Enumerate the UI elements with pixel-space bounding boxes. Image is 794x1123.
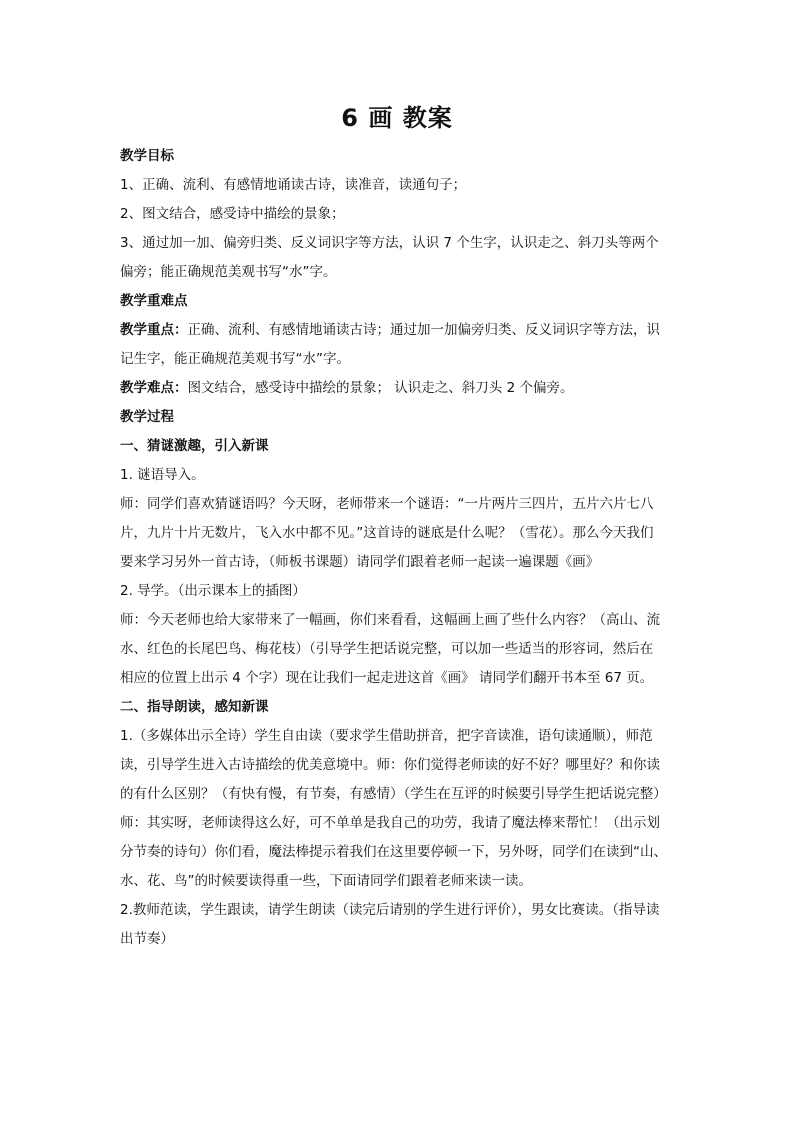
paragraph-line: 师：同学们喜欢猜谜语吗？今天呀，老师带来一个谜语：“一片两片三四片，五片六片七八 <box>120 496 654 512</box>
paragraph-line: 相应的位置上出示 4 个字）现在让我们一起走进这首《画》 请同学们翻开书本至 67 页。 <box>120 670 654 686</box>
paragraph-line: 2.教师范读，学生跟读，请学生朗读（读完后请别的学生进行评价），男女比赛读。（指导读 <box>120 902 660 918</box>
heading-teaching-goals: 教学目标 <box>120 148 174 164</box>
paragraph-line: 读，引导学生进入古诗描绘的优美意境中。师：你们觉得老师读的好不好？哪里好？和你读 <box>120 757 660 773</box>
paragraph-line: 水、花、鸟”的时候要读得重一些，下面请同学们跟着老师来读一读。 <box>120 873 532 889</box>
paragraph-line: 出节奏） <box>120 931 174 947</box>
label-difficult-point: 教学难点： <box>120 380 188 396</box>
paragraph-line <box>120 374 676 403</box>
paragraph-line: 1、正确、流利、有感情地诵读古诗，读准音，读通句子； <box>120 177 467 193</box>
paragraph-line: 3、通过加一加、偏旁归类、反义词识字等方法，认识 7 个生字，认识走之、斜刀头等两个 <box>120 235 659 251</box>
paragraph-line: 1.（多媒体出示全诗）学生自由读（要求学生借助拼音，把字音读准，语句读通顺），师范 <box>120 728 653 744</box>
paragraph-line: 要来学习另外一首古诗，（师板书课题）请同学们跟着老师一起读一遍课题《画》 <box>120 554 600 570</box>
paragraph-line: 片，九片十片无数片，飞入水中都不见。”这首诗的谜底是什么呢？（雪花）。那么今天我们 <box>120 525 654 541</box>
label-key-point: 教学重点： <box>120 322 188 338</box>
section-heading: 一、猜谜激趣，引入新课 <box>120 438 269 454</box>
paragraph-line: 1. 谜语导入。 <box>120 467 205 483</box>
paragraph-line: 的有什么区别？（有快有慢，有节奏，有感情）（学生在互评的时候要引导学生把话说完整） <box>120 786 667 802</box>
document-body <box>120 142 676 954</box>
heading-teaching-process: 教学过程 <box>120 409 174 425</box>
heading-key-difficult-points: 教学重难点 <box>120 293 188 309</box>
paragraph-line <box>120 316 676 345</box>
paragraph-line: 偏旁；能正确规范美观书写“水”字。 <box>120 264 337 280</box>
paragraph-line: 记生字，能正确规范美观书写“水”字。 <box>120 351 350 367</box>
paragraph-line: 分节奏的诗句）你们看，魔法棒提示着我们在这里要停顿一下，另外呀，同学们在读到“山、 <box>120 844 667 860</box>
paragraph-line: 2. 导学。（出示课本上的插图） <box>120 583 306 599</box>
section-heading: 二、指导朗读，感知新课 <box>120 699 269 715</box>
paragraph-line: 师：今天老师也给大家带来了一幅画，你们来看看，这幅画上画了些什么内容？（高山、流 <box>120 612 660 628</box>
paragraph-line: 2、图文结合，感受诗中描绘的景象； <box>120 206 345 222</box>
paragraph-line: 水、红色的长尾巴鸟、梅花枝）（引导学生把话说完整，可以加一些适当的形容词，然后在 <box>120 641 654 657</box>
difficult-point-text: 图文结合，感受诗中描绘的景象； 认识走之、斜刀头 2 个偏旁。 <box>187 380 574 396</box>
key-point-text: 正确、流利、有感情地诵读古诗；通过加一加偏旁归类、反义词识字等方法，识 <box>187 322 660 338</box>
paragraph-line: 师：其实呀，老师读得这么好，可不单单是我自己的功劳，我请了魔法棒来帮忙！（出示划 <box>120 815 660 831</box>
document-title: 6 画 教案 <box>341 104 453 132</box>
